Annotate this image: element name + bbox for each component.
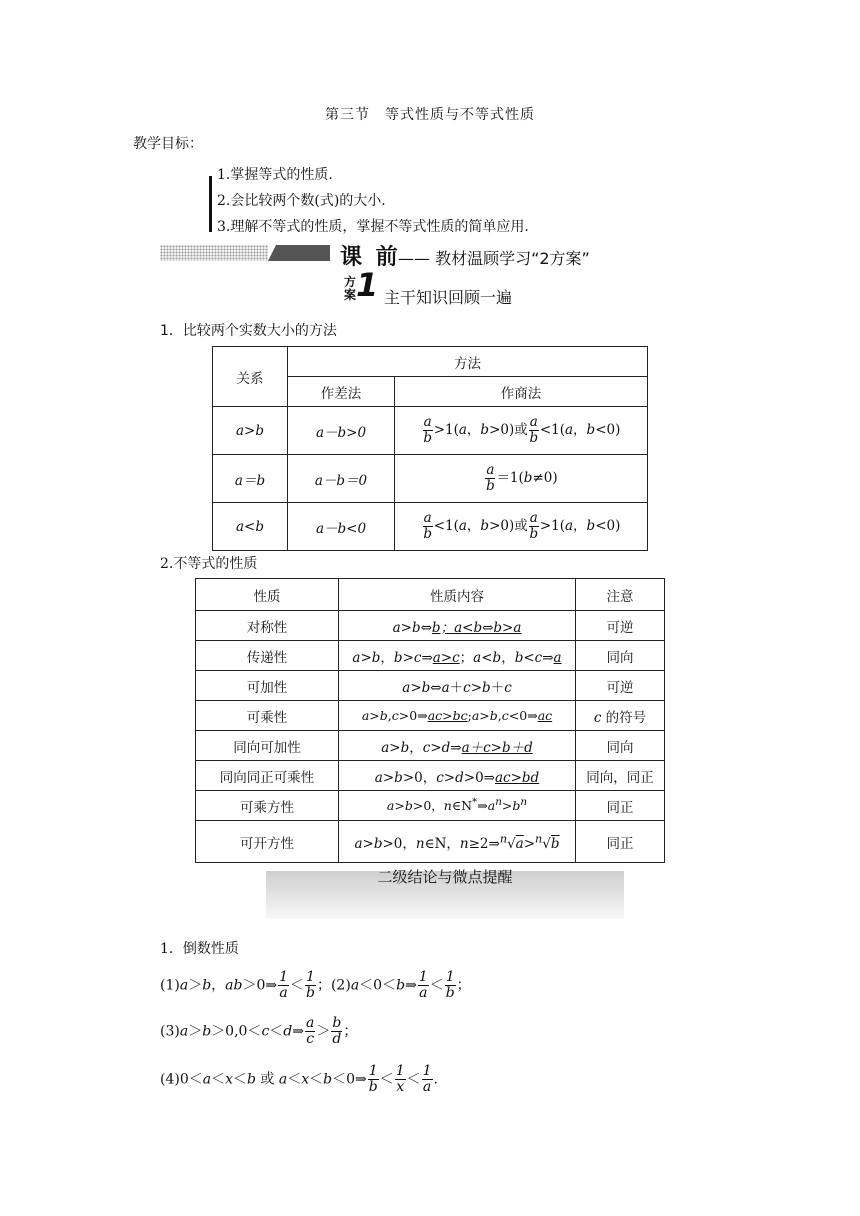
formula-line: (4)0＜a＜x＜b 或 a＜x＜b＜0⇒ $\frac{1}{b}$ ＜ $\frac{1}{x}$ ＜ $\frac{1}{a}$ .: [160, 1063, 438, 1095]
property-content: a>b>0，n∈N，n≥2⇒$^n$√a>$^n$√b: [339, 821, 576, 863]
banner-band: [268, 245, 330, 261]
property-name: 同向可加性: [196, 731, 339, 761]
cell-diff: a－b<0: [288, 503, 395, 551]
property-name: 对称性: [196, 611, 339, 641]
goal-item: 1.掌握等式的性质.: [217, 167, 333, 183]
property-name: 传递性: [196, 641, 339, 671]
banner-dots: [160, 245, 268, 261]
header-method: 方法: [288, 347, 648, 377]
cell-relation: a＝b: [213, 455, 288, 503]
property-note: 同向: [576, 641, 665, 671]
property-note: c 的符号: [576, 701, 665, 731]
compare-table: [212, 346, 648, 551]
property-content: a>b,c>0⇒ac>bc;a>b,c<0⇒ac: [339, 701, 576, 731]
header-content: 性质内容: [339, 579, 576, 611]
cell-diff: a－b>0: [288, 407, 395, 455]
goals-bracket: [209, 176, 212, 232]
property-name: 可乘方性: [196, 791, 339, 821]
banner-sub: —— 教材温顾学习“2方案”: [398, 249, 590, 268]
property-content: a>b⇔a＋c>b＋c: [339, 671, 576, 701]
property-note: 可逆: [576, 611, 665, 641]
header-relation: 关系: [213, 347, 288, 407]
plan-label: 方案: [344, 275, 357, 302]
banner-main: 课 前: [340, 245, 401, 270]
cell-quot: $\frac{a}{b}$ <1(a，b>0)或 $\frac{a}{b}$ >1(a，b<0): [395, 503, 648, 551]
property-content: a>b⇔b；a<b⇔b>a: [339, 611, 576, 641]
property-content: a>b，b>c⇒a>c；a<b，b<c⇒a: [339, 641, 576, 671]
section-heading: 2.不等式的性质: [160, 556, 258, 572]
property-note: 同向，同正: [576, 761, 665, 791]
property-name: 可开方性: [196, 821, 339, 863]
header-note: 注意: [576, 579, 665, 611]
property-content: a>b>0，c>d>0⇒ac>bd: [339, 761, 576, 791]
property-note: 同正: [576, 791, 665, 821]
section-heading: 1．倒数性质: [160, 941, 239, 957]
cell-quot: $\frac{a}{b}$ >1(a，b>0)或 $\frac{a}{b}$ <1(a，b<0): [395, 407, 648, 455]
goal-item: 2.会比较两个数(式)的大小.: [217, 193, 386, 209]
cell-diff: a－b＝0: [288, 455, 395, 503]
formula-line: (3)a＞b＞0,0＜c＜d⇒ $\frac{a}{c}$ ＞ $\frac{b}{d}$ ；: [160, 1015, 358, 1047]
property-content: a>b>0，$n\in N^*\Rightarrow a^n>b^n$: [339, 791, 576, 821]
band-title: 二级结论与微点提醒: [377, 868, 513, 886]
property-note: 同向: [576, 731, 665, 761]
goals-label: 教学目标：: [133, 136, 203, 152]
header-quot: 作商法: [395, 377, 648, 407]
cell-relation: a>b: [213, 407, 288, 455]
property-content: a>b，c>d⇒a＋c>b＋d: [339, 731, 576, 761]
property-name: 可加性: [196, 671, 339, 701]
section-heading: 1．比较两个实数大小的方法: [160, 323, 337, 339]
formula-line: (1)a＞b，ab＞0⇒ $\frac{1}{a}$ ＜ $\frac{1}{b}$ ；(2)a＜0＜b⇒ $\frac{1}{a}$ ＜ $\frac{1}{b}$ ；: [160, 969, 471, 1001]
header-diff: 作差法: [288, 377, 395, 407]
cell-quot: $\frac{a}{b}$ ＝1(b≠0): [395, 455, 648, 503]
goal-item: 3.理解不等式的性质，掌握不等式性质的简单应用.: [217, 219, 529, 235]
property-name: 可乘性: [196, 701, 339, 731]
property-note: 可逆: [576, 671, 665, 701]
cell-relation: a<b: [213, 503, 288, 551]
property-table: [195, 578, 665, 863]
plan-subtitle: 主干知识回顾一遍: [384, 288, 513, 307]
page-title: 第三节 等式性质与不等式性质: [325, 107, 535, 123]
header-property: 性质: [196, 579, 339, 611]
plan-number: 1: [356, 266, 379, 304]
property-note: 同正: [576, 821, 665, 863]
property-name: 同向同正可乘性: [196, 761, 339, 791]
